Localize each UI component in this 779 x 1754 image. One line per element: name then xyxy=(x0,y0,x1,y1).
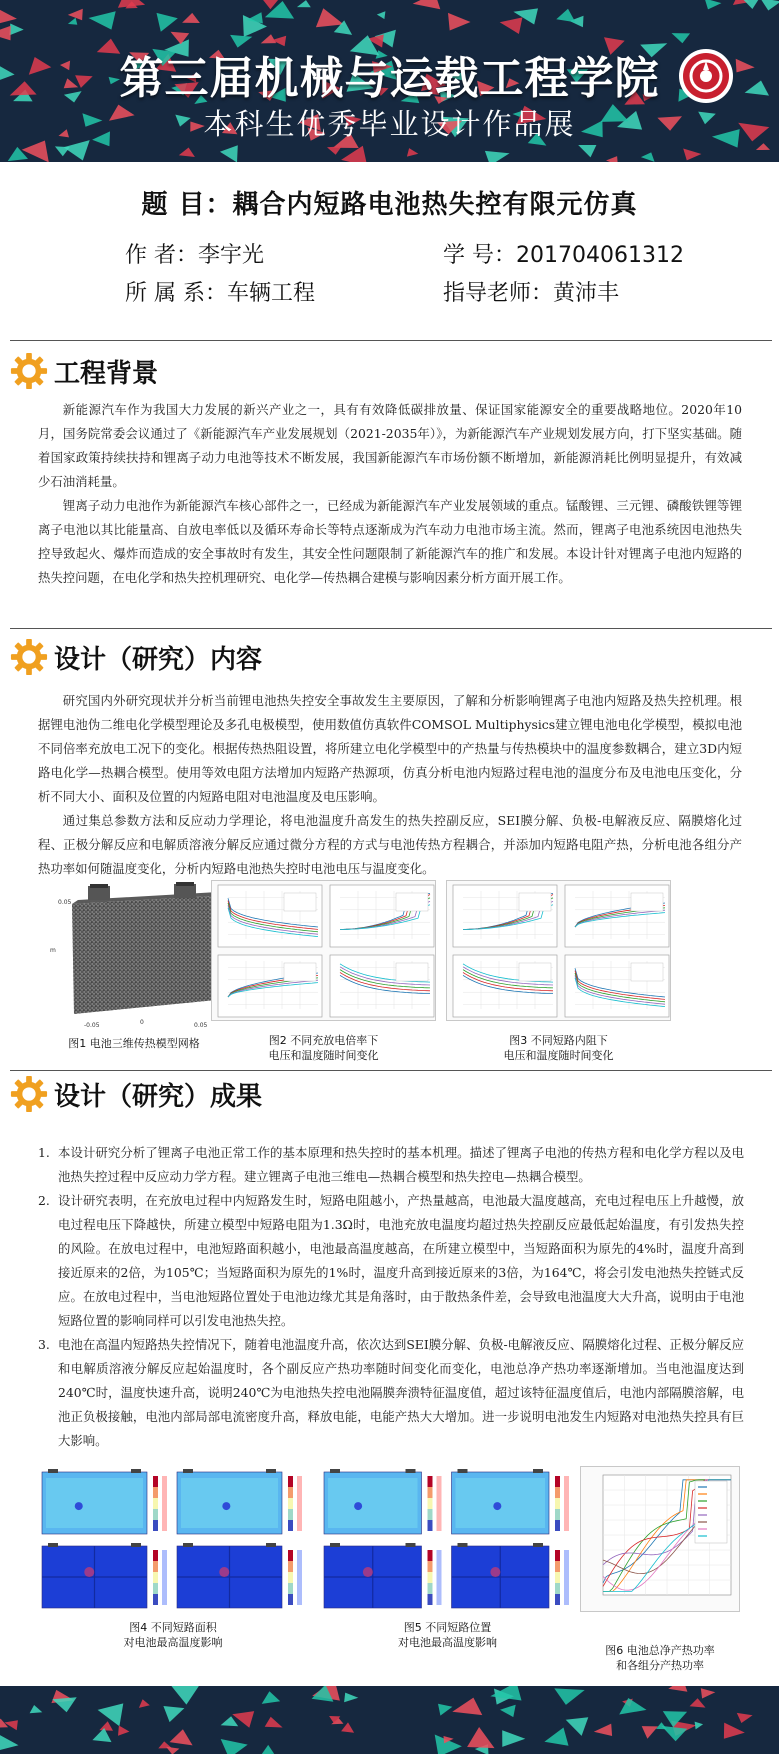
figure-2-caption-line2: 电压和温度随时间变化 xyxy=(268,1049,379,1062)
figure-4-caption-line2: 对电池最高温度影响 xyxy=(123,1636,223,1649)
figure-1-caption: 图1 电池三维传热模型网格 xyxy=(68,1037,200,1050)
sub-plot xyxy=(565,955,669,1017)
mesh-axis-label: m xyxy=(50,947,56,954)
result-item-3: 3. 电池在高温内短路热失控情况下，随着电池温度升高，依次达到SEI膜分解、负极-电解液反应、隔膜熔化过程、正极分解反应和电解质溶液分解反应起始温度时，各个副反应产热功率随时间变化而变化，电池总净产热功率逐渐增加。当电池温度达到240℃时，温度快速升高，说明240℃为电池热失控电池隔膜奔溃特征温度值，超过该特征温度值后，电池内部隔膜溶解，电池正负极接触，电池内部局部电流密度升高，释放电能，电能产热大大增加。进一步说明电池发生内短路对电池热失控具有巨大影响。 xyxy=(38,1337,744,1448)
banner-shard xyxy=(413,0,441,9)
student-id-row xyxy=(443,238,684,269)
author-name: 李宇光 xyxy=(198,243,265,268)
banner-shard xyxy=(316,8,344,27)
heatmap-tile xyxy=(452,1469,570,1534)
sub-plot xyxy=(218,885,322,947)
mesh-tick-x-mid: 0 xyxy=(140,1019,144,1026)
figure-6-caption-line1: 图6 电池总净产热功率 xyxy=(605,1644,715,1657)
heatmap-tile xyxy=(177,1469,302,1534)
result-item-1: 1. 本设计研究分析了锂离子电池正常工作的基本原理和热失控时的基本机理。描述了锂离子电池的传热方程和电化学方程以及电池热失控过程中反应动力学方程。建立锂离子电池三维电—热耦合模型和热失控电—热耦合模型。 xyxy=(38,1145,744,1184)
results-list xyxy=(38,1141,744,1453)
plot-legend-box xyxy=(396,963,428,981)
banner-shard xyxy=(220,145,238,162)
banner-shard xyxy=(377,11,386,19)
student-id: 201704061312 xyxy=(516,243,684,268)
college-title: 第三届机械与运载工程学院 xyxy=(119,53,660,104)
banner-shard xyxy=(157,13,178,32)
plot-legend-box xyxy=(631,893,663,911)
figure-3-plot-grid xyxy=(446,880,671,1021)
section-results-title: 设计（研究）成果 xyxy=(54,1081,263,1112)
author-label: 作 者： xyxy=(125,243,198,268)
gear-icon xyxy=(10,638,48,676)
figure-5-caption-line1: 图5 不同短路位置 xyxy=(403,1621,492,1634)
plot-legend-box xyxy=(631,963,663,981)
figure-4-caption xyxy=(38,1620,308,1650)
sub-plot xyxy=(218,955,322,1017)
project-topic: 题 目：耦合内短路电池热失控有限元仿真 xyxy=(141,190,638,220)
department: 车辆工程 xyxy=(227,281,316,306)
figure-1-mesh-image xyxy=(44,882,224,1030)
banner-shard xyxy=(0,26,11,41)
sub-plot xyxy=(565,885,669,947)
banner-shard xyxy=(327,146,342,154)
banner-shard xyxy=(9,24,23,36)
banner-shard xyxy=(179,148,195,158)
banner-shard xyxy=(641,152,655,162)
banner-shard xyxy=(64,140,90,160)
heatmap-tile xyxy=(452,1543,570,1608)
gear-icon xyxy=(10,1075,48,1113)
banner-shard xyxy=(578,145,596,157)
heatmap-tile xyxy=(42,1543,167,1608)
figure-6-heat-power-plot xyxy=(580,1466,740,1612)
section-content-title: 设计（研究）内容 xyxy=(54,644,263,675)
figure-6-caption-line2: 和各组分产热功率 xyxy=(616,1659,704,1672)
banner-shard xyxy=(68,18,77,25)
content-paragraph-1: 研究国内外研究现状并分析当前锂电池热失控安全事故发生主要原因，了解和分析影响锂离子电池内短路及热失控机理。根据锂电池伪二维电化学模型理论及多孔电极模型，使用数值仿真软件COMSOL Multiphysics建立锂电池电化学模型，模拟电池不同倍率充放电工况下的变化。根据传热热阻设置，将所建立电化学模型中的产热量与传热模块中的温度参数耦合，建立3D内短路电化学—热耦合模型。使用等效电阻方法增加内短路产热源项，仿真分析电池内短路过程电池的温度分布及电池电压变化，分析不同大小、面积及位置的内短路电阻对电池温度及电压影响。 xyxy=(38,693,742,804)
sub-plot xyxy=(453,955,557,1017)
banner-shard xyxy=(407,148,418,157)
banner-shard xyxy=(0,8,17,24)
department-label: 所 属 系： xyxy=(125,281,227,306)
heatmap-tile xyxy=(42,1469,167,1534)
student-id-label: 学 号： xyxy=(443,243,516,268)
figure-3-caption xyxy=(446,1033,671,1063)
heatmap-tile xyxy=(324,1469,442,1534)
header-banner xyxy=(0,0,779,162)
plot-legend-box xyxy=(695,1481,727,1543)
content-paragraph-2: 通过集总参数方法和反应动力学理论，将电池温度升高发生的热失控副反应，SEI膜分解、负极-电解液反应、隔膜熔化过程、正极分解反应和电解质溶液分解反应通过微分方程的方式与电池传热方程耦合，并添加内短路电阻产热，分析电池各组分产热功率如何随温度变化，分析内短路电池热失控时电池电压与温度变化。 xyxy=(38,813,742,876)
college-logo-icon xyxy=(678,48,734,104)
banner-shard xyxy=(89,11,116,29)
plot-legend-box xyxy=(396,893,428,911)
section-background-header xyxy=(10,351,158,391)
figure-6-caption xyxy=(580,1643,740,1673)
banner-shard xyxy=(556,9,575,23)
plot-legend-box xyxy=(284,893,316,911)
banner-shard xyxy=(448,13,471,31)
mesh-tick-x-right: 0.05 xyxy=(194,1022,208,1029)
divider xyxy=(10,340,772,341)
figure-2-caption-line1: 图2 不同充放电倍率下 xyxy=(268,1034,379,1047)
figure-5-caption-line2: 对电池最高温度影响 xyxy=(398,1636,497,1649)
banner-shard xyxy=(297,0,311,7)
banner-shard xyxy=(500,17,523,34)
advisor-row xyxy=(443,276,619,307)
author-row xyxy=(125,238,264,269)
banner-shard xyxy=(341,146,367,162)
footer-banner xyxy=(0,1686,779,1754)
gear-icon xyxy=(10,352,48,390)
banner-shard xyxy=(182,13,200,23)
mesh-tick-x-left: -0.05 xyxy=(84,1022,100,1029)
sub-plot xyxy=(330,885,434,947)
figure-2-plot-grid xyxy=(211,880,436,1021)
sub-plot xyxy=(453,885,557,947)
figure-2-caption xyxy=(211,1033,436,1063)
figure-3-caption-line1: 图3 不同短路内阻下 xyxy=(509,1034,608,1047)
section-content-header xyxy=(10,637,262,677)
mesh-tick-y-top: 0.05 xyxy=(58,899,72,906)
section-background-title: 工程背景 xyxy=(54,358,159,389)
advisor: 黄沛丰 xyxy=(553,281,620,306)
banner-shard xyxy=(683,149,701,161)
banner-shard xyxy=(756,143,770,150)
banner-shard xyxy=(760,0,779,11)
sub-plot xyxy=(330,955,434,1017)
result-item-2: 2. 设计研究表明，在充放电过程中内短路发生时，短路电阻越小，产热量越高，电池最大温度越高，充电过程电压上升越慢，放电过程电压下降越快，所建立模型中短路电阻为1.3Ω时，电池充放电温度均超过热失控副反应最低起始温度，有引发热失控的风险。在放电过程中，电池短路面积越小，电池最高温度越高，在所建立模型中，当短路面积为原先的4%时，温度升高到接近原来的2倍，为105℃；当短路面积为原先的1%时，温度升高到接近原来的3倍，为164℃，将会引发电池热失控链式反应。在放电过程中，当电池短路位置处于电池边缘尤其是角落时，由于散热条件差，会导致电池温度大大升高，说明由于电池短路位置的影响同样可以引发电池热失控。 xyxy=(38,1193,744,1328)
plot-legend-box xyxy=(519,963,551,981)
banner-shard xyxy=(705,0,722,9)
banner-shard xyxy=(606,156,618,162)
department-row xyxy=(125,276,315,307)
divider xyxy=(10,1070,772,1071)
advisor-label: 指导老师： xyxy=(443,281,554,306)
figure-3-caption-line2: 电压和温度随时间变化 xyxy=(503,1049,614,1062)
divider xyxy=(10,628,772,629)
heatmap-tile xyxy=(177,1543,302,1608)
figure-4-caption-line1: 图4 不同短路面积 xyxy=(129,1621,217,1634)
figure-4-heatmaps xyxy=(38,1468,308,1616)
banner-shard xyxy=(485,151,510,162)
figure-5-caption xyxy=(320,1620,575,1650)
plot-legend-box xyxy=(284,963,316,981)
plot-legend-box xyxy=(519,893,551,911)
background-paragraph-2: 锂离子动力电池作为新能源汽车核心部件之一，已经成为新能源汽车产业发展领域的重点。锰酸锂、三元锂、磷酸铁锂等锂离子电池以其比能量高、自放电率低以及循环寿命长等特点逐渐成为汽车动力电池市场主流。然而，锂离子电池系统因电池热失控导致起火、爆炸而造成的安全事故时有发生，其安全性问题限制了新能源汽车的推广和发展。本设计针对锂离子电池内短路的热失控问题，在电化学和热失控机理研究、电化学—传热耦合建模与影响因素分析方面开展工作。 xyxy=(38,498,742,585)
heatmap-tile xyxy=(324,1543,442,1608)
figure-5-heatmaps xyxy=(320,1468,575,1616)
exhibition-subtitle: 本科生优秀毕业设计作品展 xyxy=(203,107,576,141)
section-results-header xyxy=(10,1074,262,1114)
background-paragraph-1: 新能源汽车作为我国大力发展的新兴产业之一，具有有效降低碳排放量、保证国家能源安全的重要战略地位。2020年10月，国务院常委会议通过了《新能源汽车产业发展规划（2021-2035年）》，为新能源汽车产业规划发展方向，打下坚实基础。随着国家政策持续扶持和锂离子动力电池等技术不断发展，我国新能源汽车市场份额不断增加，新能源消耗比例明显提升，有效减少石油消耗量。 xyxy=(38,402,742,489)
